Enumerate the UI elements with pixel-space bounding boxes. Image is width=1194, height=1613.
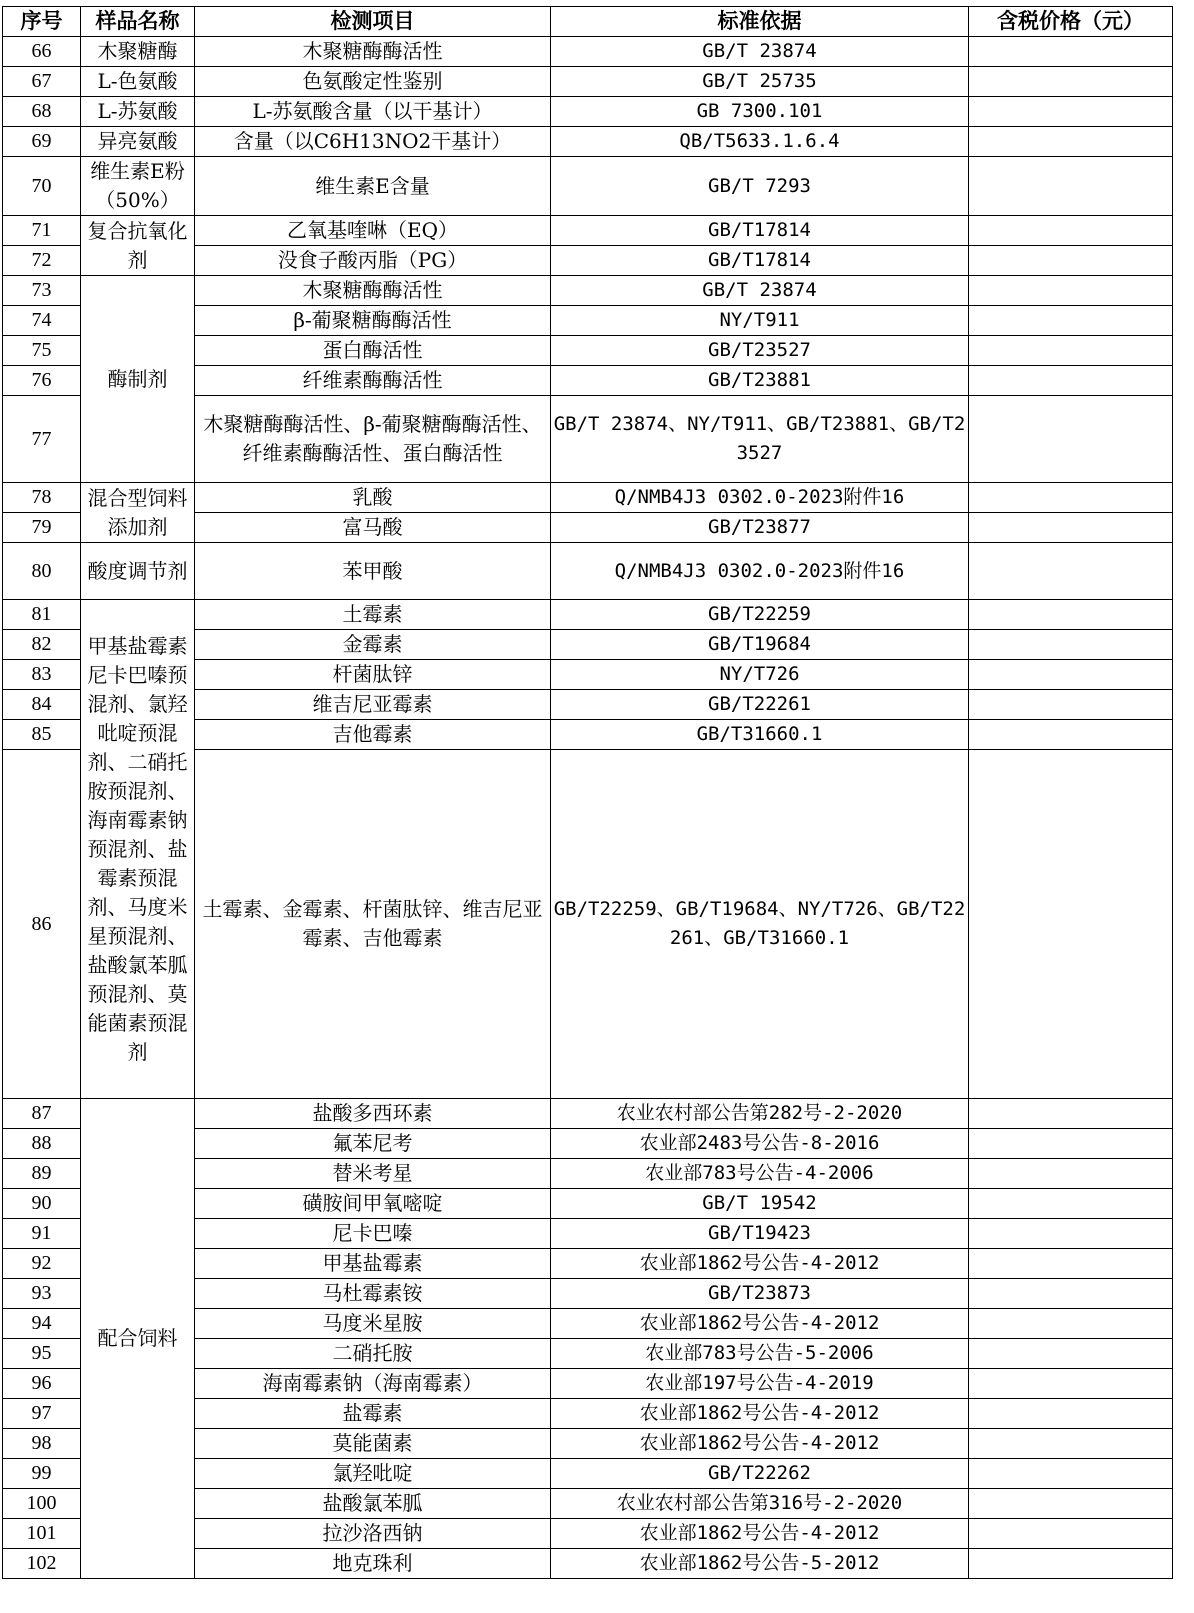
test-item: 维生素E含量: [195, 157, 551, 216]
price-cell: [969, 276, 1173, 306]
standard-basis: GB/T17814: [551, 216, 969, 246]
table-row: [3, 600, 1173, 630]
standard-basis: 农业部1862号公告-4-2012: [551, 1429, 969, 1459]
row-no: 71: [3, 216, 81, 246]
test-item: 含量（以C6H13NO2干基计）: [195, 127, 551, 157]
test-item: 富马酸: [195, 513, 551, 543]
row-no: 70: [3, 157, 81, 216]
standard-basis: 农业部1862号公告-4-2012: [551, 1519, 969, 1549]
row-no: 72: [3, 246, 81, 276]
row-no: 78: [3, 483, 81, 513]
price-cell: [969, 1279, 1173, 1309]
row-no: 90: [3, 1189, 81, 1219]
standard-basis: 农业部1862号公告-4-2012: [551, 1249, 969, 1279]
test-item: 木聚糖酶酶活性、β-葡聚糖酶酶活性、纤维素酶酶活性、蛋白酶活性: [195, 396, 551, 483]
sample-name: 木聚糖酶: [81, 37, 195, 67]
price-cell: [969, 37, 1173, 67]
sample-name: 酶制剂: [81, 276, 195, 483]
test-item: 金霉素: [195, 630, 551, 660]
standard-basis: GB/T23527: [551, 336, 969, 366]
price-cell: [969, 1309, 1173, 1339]
row-no: 66: [3, 37, 81, 67]
price-cell: [969, 1399, 1173, 1429]
standard-basis: GB/T31660.1: [551, 720, 969, 750]
test-item: 乳酸: [195, 483, 551, 513]
row-no: 99: [3, 1459, 81, 1489]
sample-name: 甲基盐霉素尼卡巴嗪预混剂、氯羟吡啶预混剂、二硝托胺预混剂、海南霉素钠预混剂、盐霉素预混剂、马度米星预混剂、盐酸氯苯胍预混剂、莫能菌素预混剂: [81, 600, 195, 1099]
test-item: 氟苯尼考: [195, 1129, 551, 1159]
standard-basis: GB/T 19542: [551, 1189, 969, 1219]
standard-basis: GB/T22262: [551, 1459, 969, 1489]
price-cell: [969, 543, 1173, 600]
test-item: 替米考星: [195, 1159, 551, 1189]
table-row: [3, 543, 1173, 600]
test-item: 磺胺间甲氧嘧啶: [195, 1189, 551, 1219]
standard-basis: QB/T5633.1.6.4: [551, 127, 969, 157]
price-cell: [969, 513, 1173, 543]
test-item: 尼卡巴嗪: [195, 1219, 551, 1249]
sample-name: 复合抗氧化剂: [81, 216, 195, 276]
test-item: β-葡聚糖酶酶活性: [195, 306, 551, 336]
price-cell: [969, 750, 1173, 1099]
price-cell: [969, 1219, 1173, 1249]
row-no: 86: [3, 750, 81, 1099]
standard-basis: GB/T23877: [551, 513, 969, 543]
standard-basis: GB/T 23874: [551, 37, 969, 67]
price-cell: [969, 1099, 1173, 1129]
price-cell: [969, 216, 1173, 246]
price-cell: [969, 246, 1173, 276]
standard-basis: NY/T911: [551, 306, 969, 336]
row-no: 98: [3, 1429, 81, 1459]
test-item: 蛋白酶活性: [195, 336, 551, 366]
test-item: 莫能菌素: [195, 1429, 551, 1459]
test-item: 地克珠利: [195, 1549, 551, 1579]
row-no: 77: [3, 396, 81, 483]
row-no: 101: [3, 1519, 81, 1549]
price-cell: [969, 483, 1173, 513]
standard-basis: 农业部2483号公告-8-2016: [551, 1129, 969, 1159]
test-item: L-苏氨酸含量（以干基计）: [195, 97, 551, 127]
row-no: 95: [3, 1339, 81, 1369]
test-item: 盐霉素: [195, 1399, 551, 1429]
standard-basis: 农业农村部公告第282号-2-2020: [551, 1099, 969, 1129]
price-cell: [969, 600, 1173, 630]
standard-basis: GB/T17814: [551, 246, 969, 276]
row-no: 94: [3, 1309, 81, 1339]
price-cell: [969, 1519, 1173, 1549]
test-item: 木聚糖酶酶活性: [195, 276, 551, 306]
price-cell: [969, 1369, 1173, 1399]
standard-basis: GB/T23881: [551, 366, 969, 396]
price-cell: [969, 720, 1173, 750]
test-item: 没食子酸丙脂（PG）: [195, 246, 551, 276]
standard-basis: 农业部1862号公告-4-2012: [551, 1399, 969, 1429]
table-row: [3, 37, 1173, 67]
standard-basis: 农业农村部公告第316号-2-2020: [551, 1489, 969, 1519]
sample-name: 配合饲料: [81, 1099, 195, 1579]
test-item: 吉他霉素: [195, 720, 551, 750]
test-item: 维吉尼亚霉素: [195, 690, 551, 720]
table-row: [3, 67, 1173, 97]
price-cell: [969, 1249, 1173, 1279]
price-cell: [969, 1549, 1173, 1579]
test-item: 马度米星胺: [195, 1309, 551, 1339]
header-item: 检测项目: [195, 7, 551, 37]
header-row: [3, 7, 1173, 37]
test-item: 纤维素酶酶活性: [195, 366, 551, 396]
test-item: 海南霉素钠（海南霉素）: [195, 1369, 551, 1399]
row-no: 80: [3, 543, 81, 600]
row-no: 76: [3, 366, 81, 396]
row-no: 74: [3, 306, 81, 336]
row-no: 79: [3, 513, 81, 543]
row-no: 81: [3, 600, 81, 630]
sample-name: 异亮氨酸: [81, 127, 195, 157]
table-row: [3, 157, 1173, 216]
price-cell: [969, 1159, 1173, 1189]
price-cell: [969, 67, 1173, 97]
row-no: 89: [3, 1159, 81, 1189]
row-no: 82: [3, 630, 81, 660]
row-no: 91: [3, 1219, 81, 1249]
price-cell: [969, 660, 1173, 690]
standard-basis: 农业部783号公告-5-2006: [551, 1339, 969, 1369]
row-no: 84: [3, 690, 81, 720]
standard-basis: GB 7300.101: [551, 97, 969, 127]
table-row: [3, 276, 1173, 306]
price-cell: [969, 1129, 1173, 1159]
standard-basis: GB/T 7293: [551, 157, 969, 216]
sample-name: 维生素E粉（50%）: [81, 157, 195, 216]
table-row: [3, 1099, 1173, 1129]
price-cell: [969, 396, 1173, 483]
standard-basis: GB/T19684: [551, 630, 969, 660]
row-no: 100: [3, 1489, 81, 1519]
row-no: 102: [3, 1549, 81, 1579]
sample-name: 混合型饲料添加剂: [81, 483, 195, 543]
price-cell: [969, 306, 1173, 336]
table-row: [3, 483, 1173, 513]
row-no: 88: [3, 1129, 81, 1159]
test-item: 苯甲酸: [195, 543, 551, 600]
sample-name: L-色氨酸: [81, 67, 195, 97]
price-cell: [969, 1489, 1173, 1519]
test-item: 木聚糖酶酶活性: [195, 37, 551, 67]
header-standard: 标准依据: [551, 7, 969, 37]
price-cell: [969, 1339, 1173, 1369]
test-item: 色氨酸定性鉴别: [195, 67, 551, 97]
standard-basis: GB/T19423: [551, 1219, 969, 1249]
test-item: 土霉素、金霉素、杆菌肽锌、维吉尼亚霉素、吉他霉素: [195, 750, 551, 1099]
standard-basis: 农业部783号公告-4-2006: [551, 1159, 969, 1189]
price-cell: [969, 97, 1173, 127]
price-table: [2, 6, 1173, 1579]
price-cell: [969, 1189, 1173, 1219]
standard-basis: GB/T 23874、NY/T911、GB/T23881、GB/T23527: [551, 396, 969, 483]
price-cell: [969, 336, 1173, 366]
standard-basis: 农业部1862号公告-5-2012: [551, 1549, 969, 1579]
header-no: 序号: [3, 7, 81, 37]
header-price: 含税价格（元）: [969, 7, 1173, 37]
row-no: 75: [3, 336, 81, 366]
row-no: 85: [3, 720, 81, 750]
row-no: 67: [3, 67, 81, 97]
sample-name: 酸度调节剂: [81, 543, 195, 600]
table-row: [3, 127, 1173, 157]
standard-basis: Q/NMB4J3 0302.0-2023附件16: [551, 543, 969, 600]
row-no: 83: [3, 660, 81, 690]
table-row: [3, 97, 1173, 127]
standard-basis: GB/T22261: [551, 690, 969, 720]
row-no: 92: [3, 1249, 81, 1279]
row-no: 68: [3, 97, 81, 127]
test-item: 盐酸多西环素: [195, 1099, 551, 1129]
standard-basis: GB/T22259: [551, 600, 969, 630]
test-item: 甲基盐霉素: [195, 1249, 551, 1279]
test-item: 土霉素: [195, 600, 551, 630]
test-item: 马杜霉素铵: [195, 1279, 551, 1309]
row-no: 93: [3, 1279, 81, 1309]
row-no: 69: [3, 127, 81, 157]
standard-basis: 农业部1862号公告-4-2012: [551, 1309, 969, 1339]
price-cell: [969, 127, 1173, 157]
row-no: 73: [3, 276, 81, 306]
price-cell: [969, 1459, 1173, 1489]
test-item: 二硝托胺: [195, 1339, 551, 1369]
test-item: 拉沙洛西钠: [195, 1519, 551, 1549]
standard-basis: GB/T 25735: [551, 67, 969, 97]
price-cell: [969, 690, 1173, 720]
test-item: 杆菌肽锌: [195, 660, 551, 690]
standard-basis: GB/T22259、GB/T19684、NY/T726、GB/T22261、GB/T31660.1: [551, 750, 969, 1099]
header-sample: 样品名称: [81, 7, 195, 37]
standard-basis: NY/T726: [551, 660, 969, 690]
table-row: [3, 216, 1173, 246]
test-item: 氯羟吡啶: [195, 1459, 551, 1489]
row-no: 87: [3, 1099, 81, 1129]
standard-basis: GB/T 23874: [551, 276, 969, 306]
sample-name: L-苏氨酸: [81, 97, 195, 127]
price-cell: [969, 630, 1173, 660]
standard-basis: Q/NMB4J3 0302.0-2023附件16: [551, 483, 969, 513]
test-item: 盐酸氯苯胍: [195, 1489, 551, 1519]
price-cell: [969, 157, 1173, 216]
test-item: 乙氧基喹啉（EQ）: [195, 216, 551, 246]
standard-basis: GB/T23873: [551, 1279, 969, 1309]
row-no: 97: [3, 1399, 81, 1429]
standard-basis: 农业部197号公告-4-2019: [551, 1369, 969, 1399]
row-no: 96: [3, 1369, 81, 1399]
price-cell: [969, 1429, 1173, 1459]
price-cell: [969, 366, 1173, 396]
